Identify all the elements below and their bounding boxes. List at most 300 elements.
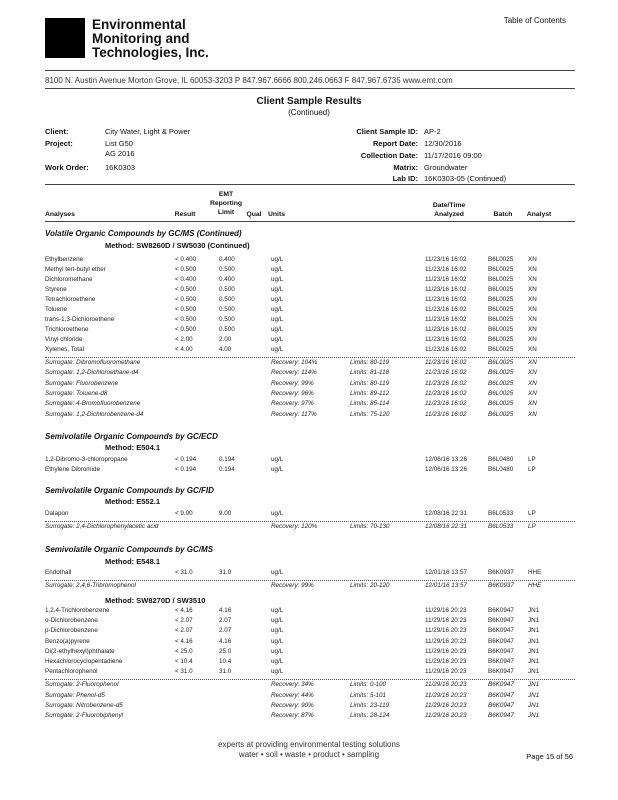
cell-units: ug/L — [271, 510, 284, 517]
header-divider — [45, 70, 575, 71]
cell-analyst: XN — [528, 316, 537, 323]
cell-date: 11/29/16 20:23 — [425, 691, 467, 699]
cell-name: Vinyl chloride — [45, 336, 83, 343]
cell-lim: Limits: 28-124 — [350, 712, 390, 720]
cell-analyst: JN1 — [528, 668, 540, 676]
cell-lim: Limits: 89-112 — [350, 389, 390, 397]
row-separator — [45, 580, 575, 581]
table-row — [45, 296, 575, 306]
section-title: Volatile Organic Compounds by GC/MS (Continued) — [45, 229, 242, 238]
cell-batch: B6L0025 — [488, 379, 514, 387]
row-separator — [45, 679, 575, 680]
col-reporting-limit-line: Limit — [217, 209, 235, 216]
cell-name: 1,2,4-Trichlorobenzene — [45, 607, 110, 614]
table-row — [45, 607, 575, 617]
cell-rec: Recovery: 114% — [271, 369, 317, 377]
cell-analyst: XN — [528, 326, 537, 333]
cell-analyst: JN1 — [528, 637, 540, 645]
cell-limit: 0.500 — [219, 296, 235, 303]
cell-rec: Recovery: 87% — [271, 712, 314, 720]
table-row — [45, 326, 575, 336]
cell-batch: B6L0025 — [488, 359, 514, 366]
surrogate-row — [45, 390, 575, 400]
cell-result: < 31.0 — [175, 668, 193, 676]
header-divider — [45, 88, 575, 89]
cell-analyst: LP — [528, 523, 536, 530]
cell-limit: 2.07 — [219, 627, 232, 635]
cell-units: ug/L — [271, 256, 284, 263]
table-row — [45, 276, 575, 286]
cell-date: 12/01/16 13:57 — [425, 582, 468, 589]
table-row — [45, 306, 575, 316]
cell-batch: B6K0947 — [488, 702, 514, 709]
report-date-value: 12/30/2016 — [424, 139, 462, 148]
cell-limit: 0.400 — [219, 256, 235, 263]
cell-analyst: XN — [528, 286, 537, 293]
cell-date: 12/08/16 22:31 — [425, 523, 468, 530]
surrogate-row — [45, 702, 575, 712]
cell-date: 11/29/16 20:23 — [425, 658, 467, 665]
footer-services: water • soil • waste • product • sampling — [238, 750, 380, 759]
company-name-line: Technologies, Inc. — [92, 45, 209, 60]
cell-analyst: JN1 — [528, 647, 540, 655]
cell-batch: B6L0025 — [488, 410, 514, 418]
cell-limit: 0.194 — [219, 456, 235, 463]
cell-units: ug/L — [271, 617, 284, 625]
col-date-analyzed-line: Date/Time — [432, 202, 466, 209]
cell-rec: Recovery: 99% — [271, 379, 314, 387]
project-value-2: AG 2016 — [105, 149, 135, 158]
surrogate-row — [45, 400, 575, 410]
cell-limit: 2.07 — [219, 617, 232, 625]
cell-batch: B6L0480 — [488, 456, 514, 463]
row-separator — [45, 521, 575, 522]
cell-result: < 0.500 — [175, 286, 197, 293]
table-row — [45, 266, 575, 276]
table-row — [45, 286, 575, 296]
cell-batch: B6K0947 — [488, 637, 514, 645]
cell-name: Surrogate: 1,2-Dichloroethane-d4 — [45, 369, 139, 377]
cell-result: < 0.400 — [175, 276, 197, 283]
company-logo — [45, 18, 85, 58]
cell-limit: 0.194 — [219, 466, 235, 473]
cell-analyst: XN — [528, 400, 537, 408]
cell-result: < 31.0 — [175, 569, 193, 576]
surrogate-row — [45, 523, 575, 533]
cell-date: 11/23/16 16:02 — [425, 400, 467, 408]
cell-rec: Recovery: 99% — [271, 582, 314, 589]
cell-date: 11/23/16 16:02 — [425, 379, 467, 387]
cell-date: 11/23/16 16:02 — [425, 359, 467, 366]
cell-units: ug/L — [271, 607, 284, 614]
cell-date: 11/29/16 20:23 — [425, 637, 467, 645]
cell-units: ug/L — [271, 637, 284, 645]
cell-units: ug/L — [271, 286, 284, 293]
cell-analyst: XN — [528, 346, 537, 353]
cell-limit: 4.16 — [219, 607, 232, 614]
cell-date: 11/29/16 20:23 — [425, 712, 467, 720]
cell-units: ug/L — [271, 456, 284, 463]
cell-result: < 9.00 — [175, 510, 193, 517]
cell-result: < 0.500 — [175, 296, 197, 303]
cell-name: Surrogate: 2-Fluorobiphenyl — [45, 712, 124, 720]
cell-name: Toluene — [45, 306, 68, 313]
cell-batch: B6L0025 — [488, 286, 514, 293]
cell-batch: B6L0025 — [488, 400, 514, 408]
cell-units: ug/L — [271, 346, 284, 353]
surrogate-row — [45, 712, 575, 722]
method-label: Method: E552.1 — [105, 497, 161, 506]
method-label: Method: SW8260D / SW5030 (Continued) — [105, 241, 250, 250]
cell-date: 11/23/16 16:02 — [425, 389, 467, 397]
cell-units: ug/L — [271, 658, 284, 665]
cell-result: < 0.194 — [175, 466, 197, 473]
cell-lim: Limits: 80-119 — [350, 359, 390, 366]
cell-analyst: JN1 — [528, 617, 540, 625]
cell-batch: B6L0025 — [488, 316, 514, 323]
table-row — [45, 456, 575, 466]
cell-limit: 4.00 — [219, 346, 232, 353]
cell-limit: 25.0 — [219, 647, 232, 655]
client-sample-id-value: AP-2 — [424, 127, 441, 136]
cell-analyst: XN — [528, 369, 537, 377]
cell-date: 11/29/16 20:23 — [425, 647, 467, 655]
cell-analyst: JN1 — [528, 658, 540, 665]
col-analyses: Analyses — [45, 211, 75, 218]
cell-name: Hexachlorocyclopentadiene — [45, 658, 123, 665]
cell-lim: Limits: 81-118 — [350, 369, 390, 377]
cell-result: < 0.400 — [175, 256, 197, 263]
cell-batch: B6K0937 — [488, 582, 514, 589]
cell-batch: B6K0947 — [488, 627, 514, 635]
cell-analyst: JN1 — [528, 681, 540, 689]
col-batch: Batch — [493, 211, 513, 218]
cell-result: < 0.500 — [175, 316, 197, 323]
cell-name: Ethylbenzene — [45, 256, 84, 263]
collection-date-label: Collection Date: — [360, 151, 418, 160]
section-title: Semivolatile Organic Compounds by GC/FID — [45, 486, 214, 495]
row-separator — [45, 357, 575, 358]
section-title: Semivolatile Organic Compounds by GC/ECD — [45, 432, 218, 441]
cell-date: 11/23/16 16:02 — [425, 369, 467, 377]
cell-rec: Recovery: 44% — [271, 691, 314, 699]
cell-date: 11/23/16 16:02 — [425, 306, 467, 313]
cell-batch: B6K0947 — [488, 681, 514, 689]
col-date-analyzed — [424, 201, 474, 219]
cell-analyst: LP — [528, 456, 536, 463]
cell-units: ug/L — [271, 336, 284, 343]
cell-rec: Recovery: 90% — [271, 702, 314, 709]
cell-name: Surrogate: 2,4-Dichlorophenylacetic acid — [45, 523, 159, 530]
cell-limit: 10.4 — [219, 658, 232, 665]
cell-batch: B6L0533 — [488, 523, 514, 530]
col-result: Result — [174, 211, 196, 218]
cell-analyst: XN — [528, 359, 537, 366]
report-date-label: Report Date: — [372, 139, 418, 148]
cell-lim: Limits: 75-120 — [350, 410, 390, 418]
cell-name: Ethylene Dibromide — [45, 466, 100, 473]
page-number: Page 15 of 56 — [526, 752, 573, 761]
cell-lim: Limits: 20-120 — [350, 582, 390, 589]
cell-date: 11/23/16 16:02 — [425, 276, 467, 283]
cell-result: < 10.4 — [175, 658, 193, 665]
cell-limit: 0.400 — [219, 276, 235, 283]
cell-name: Surrogate: Phenol-d5 — [45, 691, 105, 699]
project-label: Project: — [45, 139, 73, 148]
cell-analyst: JN1 — [528, 712, 540, 720]
surrogate-row — [45, 369, 575, 379]
cell-limit: 31.0 — [219, 668, 232, 676]
cell-date: 11/23/16 16:02 — [425, 326, 467, 333]
cell-date: 12/08/16 22:31 — [425, 510, 468, 517]
company-name-line: Monitoring and — [92, 31, 190, 46]
cell-date: 11/23/16 16:02 — [425, 336, 467, 343]
cell-rec: Recovery: 97% — [271, 400, 314, 408]
cell-lim: Limits: 23-119 — [350, 702, 390, 709]
cell-name: Surrogate: 1,2-Dichlorobenzene-d4 — [45, 410, 144, 418]
surrogate-row — [45, 692, 575, 702]
cell-batch: B6L0025 — [488, 266, 514, 273]
cell-units: ug/L — [271, 306, 284, 313]
cell-batch: B6K0937 — [488, 569, 514, 576]
cell-name: Surrogate: 2-Fluorophenol — [45, 681, 119, 689]
cell-date: 11/23/16 16:02 — [425, 286, 467, 293]
cell-name: o-Dichlorobenzene — [45, 617, 98, 625]
cell-name: Trichloroethene — [45, 326, 89, 333]
company-name-line: Environmental — [92, 17, 186, 32]
table-row — [45, 668, 575, 678]
cell-lim: Limits: 80-119 — [350, 379, 390, 387]
cell-limit: 0.500 — [219, 316, 235, 323]
cell-name: Surrogate: Nitrobenzene-d5 — [45, 702, 123, 709]
cell-units: ug/L — [271, 466, 284, 473]
cell-batch: B6L0533 — [488, 510, 514, 517]
cell-date: 12/01/16 13:57 — [425, 569, 468, 576]
client-label: Client: — [45, 127, 69, 136]
cell-batch: B6K0947 — [488, 668, 514, 676]
cell-date: 12/06/16 13:26 — [425, 456, 468, 463]
lab-id-value: 16K0303-05 (Continued) — [424, 174, 507, 183]
cell-analyst: XN — [528, 306, 537, 313]
cell-date: 11/23/16 16:02 — [425, 316, 467, 323]
collection-date-value: 11/17/2016 09:00 — [424, 151, 482, 160]
cell-limit: 9.00 — [219, 510, 232, 517]
cell-name: Pentachlorophenol — [45, 668, 98, 676]
table-row — [45, 346, 575, 356]
cell-lim: Limits: 0-100 — [350, 681, 387, 689]
cell-rec: Recovery: 120% — [271, 523, 318, 530]
cell-lim: Limits: 70-130 — [350, 523, 390, 530]
cell-limit: 0.500 — [219, 286, 235, 293]
table-row — [45, 336, 575, 346]
cell-units: ug/L — [271, 668, 284, 676]
cell-name: Surrogate: 2,4,6-Tribromophenol — [45, 582, 136, 589]
cell-batch: B6K0947 — [488, 658, 514, 665]
cell-result: < 25.0 — [175, 647, 193, 655]
cell-date: 11/29/16 20:23 — [425, 627, 467, 635]
cell-date: 11/29/16 20:23 — [425, 607, 467, 614]
cell-rec: Recovery: 34% — [271, 681, 314, 689]
cell-limit: 2.00 — [219, 336, 232, 343]
cell-name: Surrogate: Toluene-d8 — [45, 389, 108, 397]
surrogate-row — [45, 681, 575, 691]
method-label: Method: SW8270D / SW3510 — [105, 596, 206, 605]
cell-result: < 4.00 — [175, 346, 193, 353]
cell-name: Surrogate: Fluorobenzene — [45, 379, 119, 387]
col-reporting-limit-line: EMT — [218, 191, 234, 198]
cell-analyst: JN1 — [528, 627, 540, 635]
cell-batch: B6K0947 — [488, 691, 514, 699]
cell-date: 11/23/16 16:02 — [425, 266, 467, 273]
table-row — [45, 638, 575, 648]
col-analyst: Analyst — [526, 211, 552, 218]
cell-date: 11/29/16 20:23 — [425, 681, 467, 689]
cell-analyst: XN — [528, 379, 537, 387]
cell-name: Dichloromethane — [45, 276, 93, 283]
table-row — [45, 466, 575, 476]
cell-analyst: XN — [528, 266, 537, 273]
page-title: Client Sample Results — [256, 96, 362, 107]
cell-result: < 0.194 — [175, 456, 197, 463]
table-row — [45, 617, 575, 627]
cell-name: Methyl tert-butyl ether — [45, 266, 106, 273]
col-date-analyzed-line: Analyzed — [434, 211, 464, 218]
cell-name: Surrogate: 4-Bromofluorobenzene — [45, 400, 141, 408]
cell-units: ug/L — [271, 326, 284, 333]
cell-name: Surrogate: Dibromofluoromethane — [45, 359, 141, 366]
cell-analyst: XN — [528, 410, 537, 418]
cell-analyst: XN — [528, 276, 537, 283]
table-row — [45, 627, 575, 637]
cell-units: ug/L — [271, 647, 284, 655]
cell-date: 11/23/16 16:02 — [425, 296, 467, 303]
cell-name: Di(2-ethylhexyl)phthalate — [45, 647, 115, 655]
work-order-label: Work Order: — [45, 163, 89, 172]
client-value: City Water, Light & Power — [105, 127, 191, 136]
cell-batch: B6K0947 — [488, 617, 514, 625]
cell-date: 11/23/16 16:02 — [425, 410, 467, 418]
project-value: List G50 — [105, 139, 133, 148]
cell-limit: 31.0 — [219, 569, 232, 576]
cell-name: p-Dichlorobenzene — [45, 627, 98, 635]
footer-tagline: experts at providing environmental testing solutions — [218, 740, 400, 749]
cell-batch: B6L0025 — [488, 256, 514, 263]
cell-batch: B6K0947 — [488, 647, 514, 655]
cell-batch: B6K0947 — [488, 712, 514, 720]
table-row — [45, 658, 575, 668]
cell-date: 11/23/16 16:02 — [425, 256, 467, 263]
cell-batch: B6L0025 — [488, 346, 514, 353]
cell-units: ug/L — [271, 296, 284, 303]
client-sample-id-label: Client Sample ID: — [356, 127, 418, 136]
cell-date: 11/29/16 20:23 — [425, 617, 467, 625]
cell-result: < 2.07 — [175, 627, 193, 635]
table-row — [45, 256, 575, 266]
col-units: Units — [268, 211, 285, 218]
cell-batch: B6L0025 — [488, 276, 514, 283]
surrogate-row — [45, 359, 575, 369]
cell-lim: Limits: 85-114 — [350, 400, 390, 408]
table-row — [45, 316, 575, 326]
cell-units: ug/L — [271, 316, 284, 323]
cell-name: Styrene — [45, 286, 67, 293]
cell-name: Benzo(a)pyrene — [45, 637, 90, 645]
cell-date: 11/29/16 20:23 — [425, 702, 467, 709]
cell-result: < 2.07 — [175, 617, 193, 625]
cell-result: < 4.16 — [175, 637, 193, 645]
cell-analyst: XN — [528, 389, 537, 397]
cell-units: ug/L — [271, 276, 284, 283]
work-order-value: 16K0303 — [105, 163, 136, 172]
cell-limit: 0.500 — [219, 326, 235, 333]
matrix-label: Matrix: — [393, 163, 418, 172]
cell-rec: Recovery: 104% — [271, 359, 318, 366]
cell-analyst: HHE — [528, 569, 542, 576]
surrogate-row — [45, 411, 575, 421]
cell-batch: B6L0025 — [488, 369, 514, 377]
cell-analyst: HHE — [528, 582, 542, 589]
cell-analyst: XN — [528, 336, 537, 343]
cell-rec: Recovery: 96% — [271, 389, 314, 397]
cell-limit: 4.16 — [219, 637, 232, 645]
cell-analyst: JN1 — [528, 691, 540, 699]
surrogate-row — [45, 380, 575, 390]
cell-rec: Recovery: 117% — [271, 410, 317, 418]
company-address: 8100 N. Austin Avenue Morton Grove, IL 60053-3203 P 847.967.6666 800.246.0663 F 847.967.6735 www.emt.com — [45, 76, 453, 85]
cell-date: 11/23/16 16:02 — [425, 346, 467, 353]
cell-analyst: XN — [528, 256, 537, 263]
section-title: Semivolatile Organic Compounds by GC/MS — [45, 545, 214, 554]
cell-limit: 0.500 — [219, 306, 235, 313]
cell-name: Endothall — [45, 569, 72, 576]
table-row — [45, 510, 575, 520]
surrogate-row — [45, 582, 575, 592]
cell-name: Xylenes, Total — [45, 346, 85, 353]
cell-result: < 2.00 — [175, 336, 193, 343]
cell-batch: B6L0025 — [488, 306, 514, 313]
cell-batch: B6L0025 — [488, 326, 514, 333]
cell-batch: B6K0947 — [488, 607, 514, 614]
cell-batch: B6L0480 — [488, 466, 514, 473]
cell-limit: 0.500 — [219, 266, 235, 273]
company-name — [92, 18, 209, 60]
cell-name: Dalapon — [45, 510, 69, 517]
cell-name: Tetrachloroethene — [45, 296, 96, 303]
cell-result: < 0.500 — [175, 326, 197, 333]
page-subtitle: (Continued) — [288, 108, 330, 117]
cell-analyst: JN1 — [528, 702, 540, 709]
table-row — [45, 648, 575, 658]
cell-units: ug/L — [271, 627, 284, 635]
cell-batch: B6L0025 — [488, 296, 514, 303]
col-reporting-limit-line: Reporting — [209, 200, 243, 207]
table-of-contents-link[interactable]: Table of Contents — [503, 16, 566, 25]
method-label: Method: E548.1 — [105, 557, 161, 566]
col-qual: Qual — [246, 211, 262, 218]
cell-analyst: JN1 — [528, 607, 540, 614]
cell-name: 1,2-Dibromo-3-chloropropane — [45, 456, 128, 463]
matrix-value: Groundwater — [424, 163, 468, 172]
cell-analyst: LP — [528, 510, 536, 517]
cell-result: < 0.500 — [175, 266, 197, 273]
cell-date: 12/06/16 13:26 — [425, 466, 468, 473]
info-divider — [45, 184, 575, 185]
cell-units: ug/L — [271, 266, 284, 273]
cell-batch: B6L0025 — [488, 336, 514, 343]
column-header-divider — [45, 221, 575, 222]
table-row — [45, 569, 575, 579]
method-label: Method: E504.1 — [105, 443, 161, 452]
